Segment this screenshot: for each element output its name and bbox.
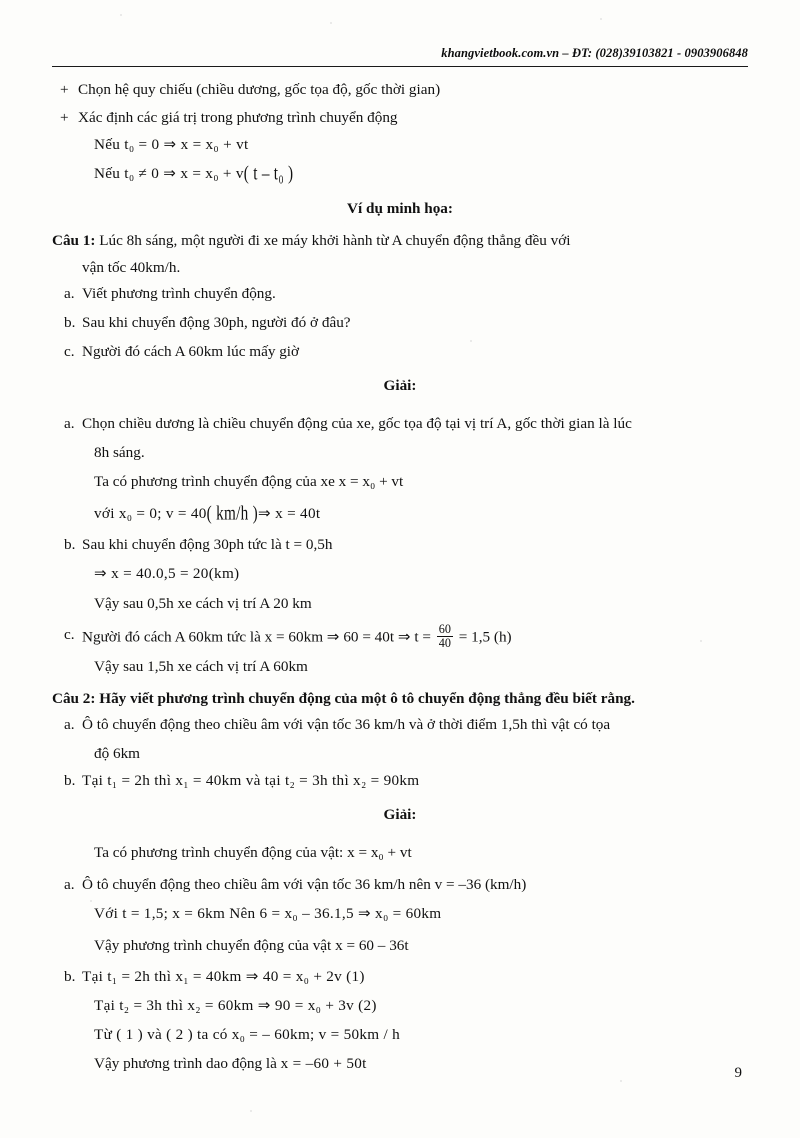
solution-1-item-b [52, 533, 748, 558]
question-2-item-b [52, 769, 748, 794]
page-number: 9 [734, 1065, 742, 1081]
solution-1-a-line-1: Ta có phương trình chuyển động của xe x = x₀ + vt [94, 473, 404, 491]
question-2-a-cont: độ 6km [94, 745, 140, 763]
solution-1-item-a [52, 412, 748, 437]
solution-2-a-line-1: Với t = 1,5; x = 6km Nên 6 = x₀ – 36.1,5 ⇒ x₀ = 60km [94, 905, 442, 923]
bullet-marker: + [60, 108, 69, 126]
item-marker: b. [64, 771, 76, 789]
solution-2-b-line-2: Tại t₂ = 3h thì x₂ = 60km ⇒ 90 = x₀ + 3v (2) [94, 997, 377, 1015]
solution-1-a-cont: 8h sáng. [94, 443, 145, 461]
solution-1-a-line-2-post: ⇒ x = 40t [257, 504, 321, 522]
item-label: Ô tô chuyển động theo chiều âm với vận tốc 36 km/h và ở thời điểm 1,5h thì vật có tọa [82, 716, 611, 734]
item-marker: b. [64, 968, 76, 986]
solution-2-item-a [52, 873, 748, 898]
solution-2-b-line-4 [52, 1052, 748, 1077]
question-2 [52, 687, 748, 712]
question-1-label: Câu 1: [52, 232, 96, 250]
bullet-item [52, 78, 748, 103]
question-1 [52, 229, 748, 254]
solution-heading-1: Giải: [383, 377, 417, 395]
condition-line-2 [52, 162, 748, 187]
question-2-item-a [52, 713, 748, 738]
solution-2-item-b [52, 965, 748, 990]
item-label: Người đó cách A 60km lúc mấy giờ [82, 342, 300, 360]
bullet-item [52, 106, 748, 131]
item-marker: a. [64, 285, 75, 303]
header-divider [52, 66, 748, 67]
item-marker: a. [64, 414, 75, 432]
example-heading: Ví dụ minh họa: [347, 199, 453, 217]
solution-1-a-line-2-pre: với x₀ = 0; v = 40 [94, 504, 207, 522]
item-label: Sau khi chuyển động 30ph, người đó ở đâu? [82, 314, 351, 331]
question-1-text: Lúc 8h sáng, một người đi xe máy khởi hành từ A chuyển động thẳng đều với [99, 232, 571, 250]
solution-1-item-c [52, 623, 748, 650]
solution-1-c-line-2: Vậy sau 1,5h xe cách vị trí A 60km [94, 658, 308, 676]
item-marker: a. [64, 716, 75, 734]
solution-1-c-pre: Người đó cách A 60km tức là x = 60km ⇒ 60 = 40t ⇒ t = [82, 628, 431, 646]
solution-2-b-line-4-math: x = –60 + 50t [280, 1055, 367, 1073]
condition-line-2-prefix: Nếu t₀ ≠ 0 ⇒ x = x₀ + v [94, 164, 244, 182]
item-label: Tại t₁ = 2h thì x₁ = 40km và tại t₂ = 3h thì x₂ = 90km [82, 771, 420, 789]
item-marker: b. [64, 314, 76, 331]
solution-2-a-line-2: Vậy phương trình chuyển động của vật x = 60 – 36t [94, 936, 409, 954]
item-label: Viết phương trình chuyển động. [82, 285, 276, 303]
item-label: Sau khi chuyển động 30ph tức là t = 0,5h [82, 536, 333, 554]
solution-1-c-post: = 1,5 (h) [458, 628, 512, 646]
solution-heading-2: Giải: [383, 806, 417, 824]
item-label: Ô tô chuyển động theo chiều âm với vận tốc 36 km/h nên v = –36 (km/h) [82, 875, 527, 893]
item-label: Chọn chiều dương là chiều chuyển động của xe, gốc tọa độ tại vị trí A, gốc thời gian là lúc [82, 414, 632, 432]
question-1-item [52, 340, 748, 365]
question-1-text-cont: vận tốc 40km/h. [82, 258, 181, 276]
solution-2-b-line-4-pre: Vậy phương trình dao động là [94, 1055, 277, 1073]
bullet-label: Chọn hệ quy chiếu (chiều dương, gốc tọa độ, gốc thời gian) [78, 81, 441, 98]
item-marker: a. [64, 875, 75, 893]
condition-line-1: Nếu t₀ = 0 ⇒ x = x₀ + vt [94, 136, 249, 154]
fraction-60-over-40 [437, 623, 453, 650]
item-label [82, 623, 748, 650]
bullet-label: Xác định các giá trị trong phương trình chuyển động [78, 108, 398, 126]
item-marker: c. [64, 342, 75, 360]
solution-1-b-line-2: Vậy sau 0,5h xe cách vị trí A 20 km [94, 594, 312, 612]
solution-1-a-line-2-paren: ( km/h ) [206, 501, 258, 525]
solution-2-b-line-3: Từ ( 1 ) và ( 2 ) ta có x₀ = – 60km; v = 50km / h [94, 1025, 401, 1043]
solution-1-a-line-2 [52, 502, 748, 527]
item-marker: c. [64, 626, 75, 644]
solution-2-line-0: Ta có phương trình chuyển động của vật: x = x₀ + vt [94, 843, 412, 861]
question-1-item [52, 282, 748, 307]
solution-1-b-line-1: ⇒ x = 40.0,5 = 20(km) [94, 565, 240, 582]
fraction-denominator: 40 [438, 636, 451, 650]
fraction-numerator: 60 [438, 622, 451, 637]
question-2-label: Câu 2: [52, 689, 96, 707]
condition-line-2-paren: ( t – t₀ ) [243, 161, 294, 185]
bullet-marker: + [60, 81, 69, 98]
item-label: Tại t₁ = 2h thì x₁ = 40km ⇒ 40 = x₀ + 2v (1) [82, 968, 365, 986]
question-2-text: Hãy viết phương trình chuyển động của một ô tô chuyển động thẳng đều biết rằng. [99, 689, 635, 707]
item-marker: b. [64, 536, 76, 554]
document-content [52, 78, 748, 1084]
question-1-item [52, 311, 748, 336]
page-header-text: khangvietbook.com.vn – ĐT: (028)39103821 - 0903906848 [441, 46, 748, 60]
